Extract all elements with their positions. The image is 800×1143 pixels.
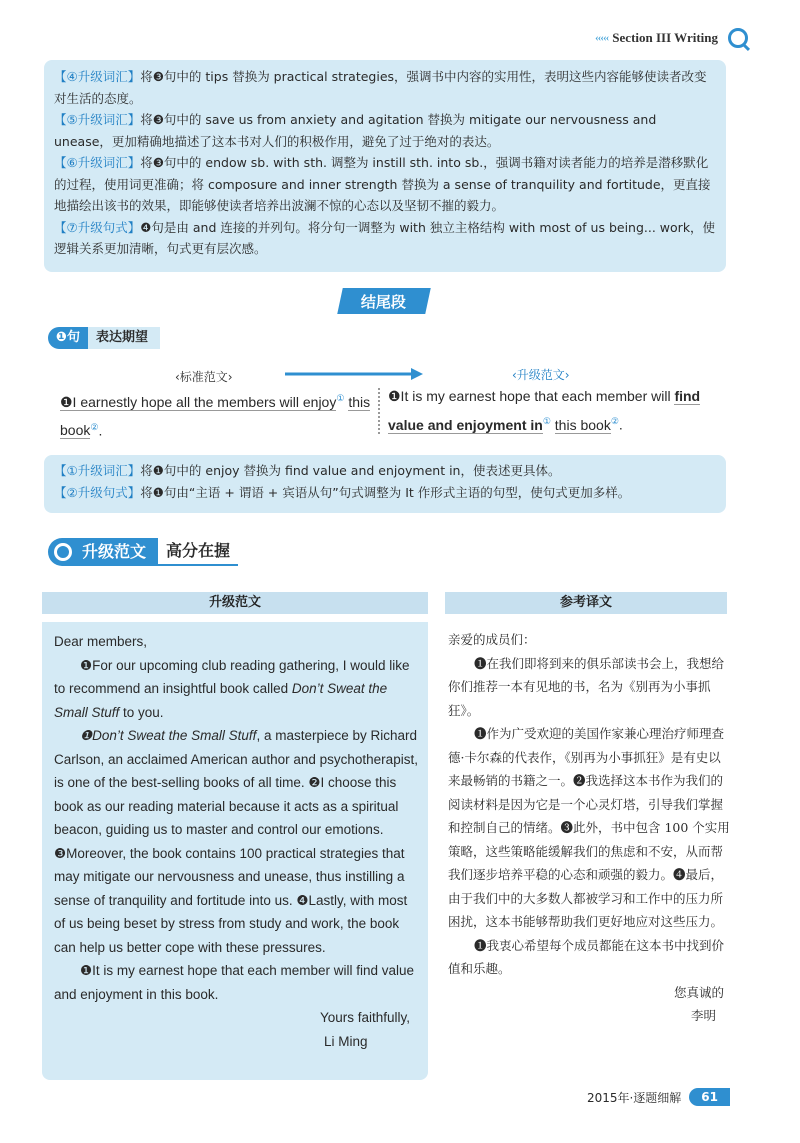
translation-paragraph: ❶我衷心希望每个成员都能在这本书中找到价值和乐趣。 bbox=[448, 937, 725, 976]
translation-text bbox=[448, 628, 730, 1028]
note-item: 【②升级句式】将❶句由“主语 + 谓语 + 宾语从句”句式调整为 It 作形式主语的句型，使句式更加多样。 bbox=[54, 484, 631, 500]
letter-closing: Yours faithfully, bbox=[319, 1010, 410, 1025]
translation-greeting: 亲爱的成员们： bbox=[448, 632, 536, 647]
running-header bbox=[595, 28, 748, 48]
translation-paragraph: ❶在我们即将到来的俱乐部读书会上，我想给你们推荐一本有见地的书，名为《别再为小事抓狂》。 bbox=[448, 655, 725, 718]
section-banner: 结尾段 bbox=[337, 288, 431, 314]
letter-paragraph: ❶Don’t Sweat the Small Stuff, a masterpiece by Richard Carlson, an acclaimed American author and psychotherapist, is one of the best-selling books of all time. ❷I choose this book as our reading material because it acts as a spiritual beacon, guiding us to master and control our emotions. ❸Moreover, the book contains 100 practical strategies that may mitigate our nervousness and unease, thus instilling a sense of tranquility and fortitude into us. ❹Lastly, with most of us being beset by stress from study and work, the book can help us better cope with these pressures. bbox=[54, 728, 418, 955]
letter-paragraph: ❶For our upcoming club reading gathering, I would like to recommend an insightful book called Don’t Sweat the Small Stuff to you. bbox=[54, 657, 410, 720]
heading-main: 升级范文 bbox=[48, 538, 158, 566]
heading-sub: 高分在握 bbox=[158, 538, 238, 566]
arrow-right-icon bbox=[285, 367, 425, 381]
upgraded-title: ‹升级范文› bbox=[512, 368, 570, 382]
letter-greeting: Dear members, bbox=[54, 634, 148, 649]
note-item: 【①升级词汇】将❶句中的 enjoy 替换为 find value and enjoyment in，使表述更具体。 bbox=[54, 463, 561, 478]
page-number: 61 bbox=[689, 1088, 730, 1106]
sentence-number: ❶句 bbox=[48, 327, 88, 349]
column-head-essay: 升级范文 bbox=[42, 592, 428, 614]
translation-signature: 李明 bbox=[690, 1008, 716, 1023]
upgrade-notes-box bbox=[44, 60, 726, 272]
section-label: Section III Writing bbox=[612, 30, 718, 45]
sentence-label: 表达期望 bbox=[88, 327, 160, 349]
note-item: 【⑤升级词汇】将❸句中的 save us from anxiety and agitation 替换为 mitigate our nervousness and unease，更加精确地描述了这本书对人们的积极作用，避免了过于绝对的表达。 bbox=[54, 112, 657, 149]
standard-sentence: ❶I earnestly hope all the members will enjoy① this book②. bbox=[60, 393, 371, 439]
note-item: 【⑦升级句式】❹句是由 and 连接的并列句。将分句一调整为 with 独立主格结构 with most of us being... work，使逻辑关系更加清晰，句式更有层次感。 bbox=[54, 219, 716, 256]
letter-signature: Li Ming bbox=[324, 1033, 368, 1049]
sentence-pill bbox=[48, 327, 160, 349]
sample-essay-heading bbox=[48, 538, 238, 566]
column-head-translation: 参考译文 bbox=[445, 592, 727, 614]
letter-text bbox=[54, 630, 420, 1053]
search-icon bbox=[728, 28, 748, 48]
translation-closing: 您真诚的 bbox=[673, 984, 724, 1000]
arrow-decoration: ‹‹‹‹‹ bbox=[594, 32, 609, 44]
divider bbox=[378, 388, 380, 434]
bottom-notes-box bbox=[44, 455, 726, 513]
upgraded-sentence: ❶It is my earnest hope that each member will find value and enjoyment in① this book②. bbox=[388, 388, 701, 433]
page-footer bbox=[587, 1088, 730, 1106]
footer-text: 2015年·逐题细解 bbox=[586, 1090, 682, 1105]
standard-title: ‹标准范文› bbox=[175, 370, 233, 384]
translation-paragraph: ❶作为广受欢迎的美国作家兼心理治疗师理查德·卡尔森的代表作，《别再为小事抓狂》是有史以来最畅销的书籍之一。❷我选择这本书作为我们的阅读材料是因为它是一个心灵灯塔，引导我们掌握和控制自己的情绪。❸此外，书中包含 100 个实用策略，这些策略能缓解我们的焦虑和不安，从而帮我们逐步培养平稳的心态和顽强的毅力。❹最后，由于我们中的大多数人都被学习和工作中的压力所困扰，这本书能够帮助我们更好地应对这些压力。 bbox=[448, 726, 730, 929]
note-item: 【④升级词汇】将❸句中的 tips 替换为 practical strategies，强调书中内容的实用性，表明这些内容能够使读者改变对生活的态度。 bbox=[54, 69, 707, 106]
note-item: 【⑥升级词汇】将❸句中的 endow sb. with sth. 调整为 instill sth. into sb.，强调书籍对读者能力的培养是潜移默化的过程，使用词更准确；将 composure and inner strength 替换为 a sense of tranquility and fortitude，更直接地描绘出该书的效果，即能够使读者培养出波澜不惊的心态以及坚韧不摧的毅力。 bbox=[54, 155, 711, 213]
letter-paragraph: ❶It is my earnest hope that each member will find value and enjoyment in this book. bbox=[54, 963, 415, 1002]
